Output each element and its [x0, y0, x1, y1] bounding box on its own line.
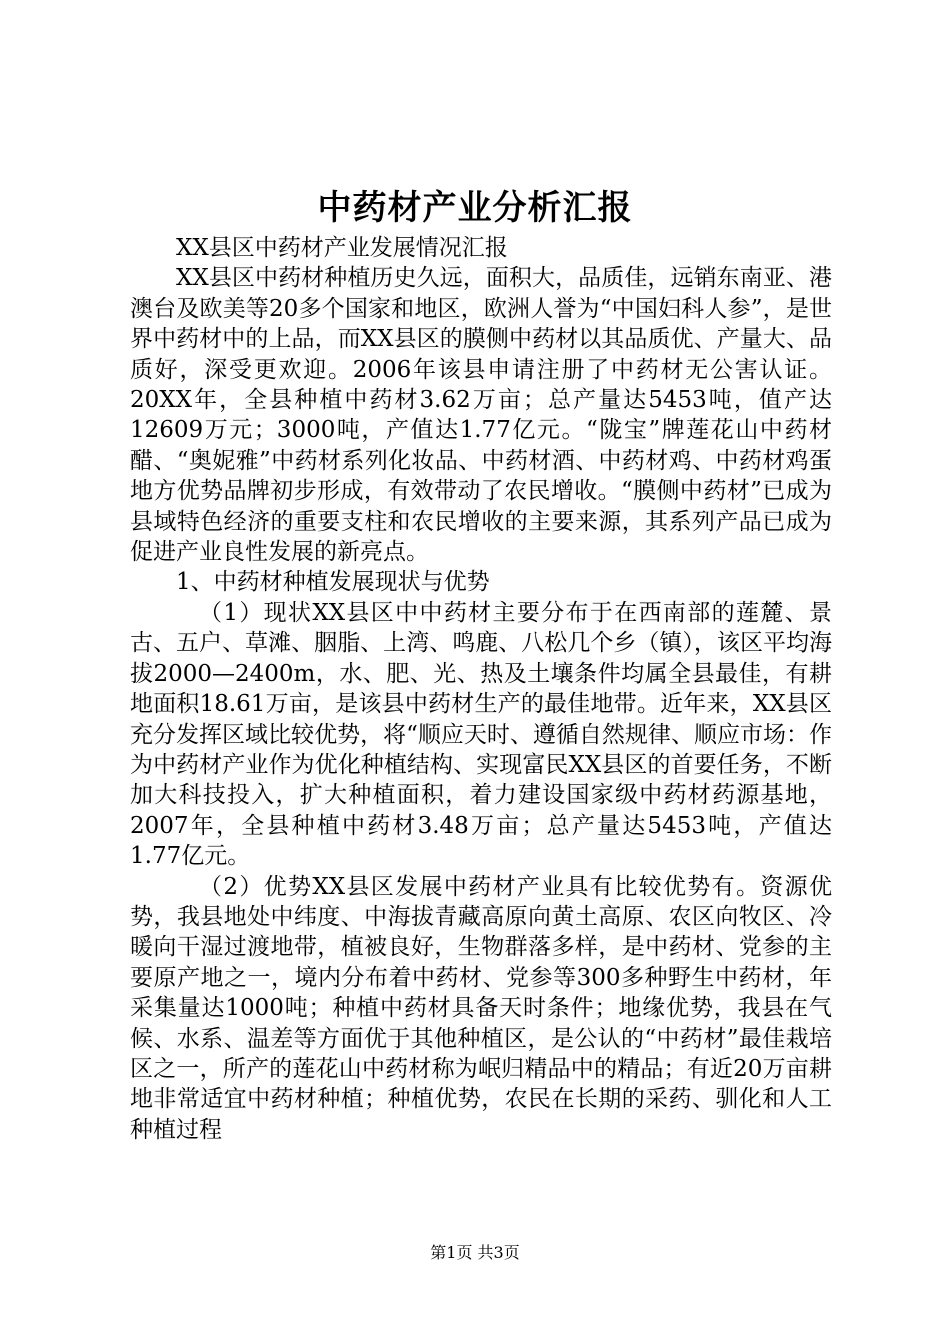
section-heading: 1、中药材种植发展现状与优势: [176, 569, 490, 596]
page-number-footer: 第1页 共3页: [430, 1243, 520, 1262]
paragraph-advantages: （2）优势XX县区发展中药材产业具有比较优势有。资源优势，我县地处中纬度、中海拔青藏高原向黄土高原、农区向牧区、冷暖向干湿过渡地带，植被良好，生物群落多样，是中药材、党参的主要原产地之一，境内分布着中药材、党参等300多种野生中药材，年采集量达1000吨；种植中药材具备天时条件；地缘优势，我县在气候、水系、温差等方面优于其他种植区，是公认的“中药材”最佳栽培区之一，所产的莲花山中药材称为岷归精品中的精品；有近20万亩耕地非常适宜中药材种植；种植优势，农民在长期的采药、驯化和人工种植过程: [130, 873, 832, 1143]
document-title: 中药材产业分析汇报: [317, 188, 633, 228]
document-body: [130, 233, 832, 1145]
paragraph-intro: XX县区中药材种植历史久远，面积大，品质佳，远销东南亚、港澳台及欧美等20多个国家和地区，欧洲人誉为“中国妇科人参”，是世界中药材中的上品，而XX县区的膜侧中药材以其品质优、产量大、品质好，深受更欢迎。2006年该县申请注册了中药材无公害认证。20XX年，全县种植中药材3.62万亩；总产量达5453吨，值产达12609万元；3000吨，产值达1.77亿元。“陇宝”牌莲花山中药材醋、“奥妮雅”中药材系列化妆品、中药材酒、中药材鸡、中药材鸡蛋地方优势品牌初步形成，有效带动了农民增收。“膜侧中药材”已成为县域特色经济的重要支柱和农民增收的主要来源，其系列产品已成为促进产业良性发展的新亮点。: [130, 265, 832, 566]
paragraph-subtitle: XX县区中药材产业发展情况汇报: [176, 235, 508, 261]
paragraph-status: （1）现状XX县区中中药材主要分布于在西南部的莲麓、景古、五户、草滩、胭脂、上湾、鸣鹿、八松几个乡（镇），该区平均海拔2000—2400m，水、肥、光、热及土壤条件均属全县最佳，有耕地面积18.61万亩，是该县中药材生产的最佳地带。近年来，XX县区充分发挥区域比较优势，将“顺应天时、遵循自然规律、顺应市场：作为中药材产业作为优化种植结构、实现富民XX县区的首要任务，不断加大科技投入，扩大种植面积，着力建设国家级中药材药源基地，2007年，全县种植中药材3.48万亩；总产量达5453吨，产值达1.77亿元。: [130, 599, 832, 870]
